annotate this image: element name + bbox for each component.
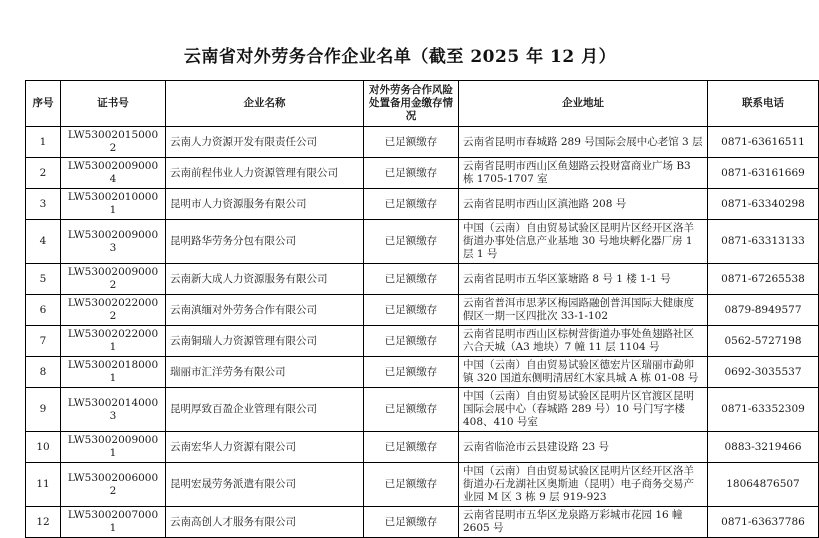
table-row — [26, 295, 819, 326]
col-header-company-name: 企业名称 — [166, 81, 364, 127]
cell-deposit-status: 已足额缴存 — [364, 220, 459, 264]
cell-company-address: 中国（云南）自由贸易试验区昆明片区经开区洛羊街道办事处信息产业基地 30 号地块孵化器厂房 1 层 1 号 — [459, 220, 708, 264]
cell-contact-phone: 0562-5727198 — [708, 326, 819, 357]
cell-company-address: 中国（云南）自由贸易试验区德宏片区瑞丽市勐卯镇 320 国道东侧明清居红木家具城 A 栋 01-08 号 — [459, 357, 708, 388]
cell-certificate-no: LW530020070001 — [61, 507, 166, 538]
cell-certificate-no: LW530020090002 — [61, 264, 166, 295]
cell-company-address: 中国（云南）自由贸易试验区昆明片区经开区洛羊街道办石龙湖社区奥斯迪（昆明）电子商务交易产业园 M 区 3 栋 9 层 919-923 — [459, 463, 708, 507]
cell-certificate-no: LW530020220001 — [61, 326, 166, 357]
cell-deposit-status: 已足额缴存 — [364, 158, 459, 189]
cell-contact-phone: 0871-63313133 — [708, 220, 819, 264]
cell-contact-phone: 0871-63637786 — [708, 507, 819, 538]
cell-company-name: 云南铜瑞人力资源管理有限公司 — [166, 326, 364, 357]
cell-company-name: 瑞丽市汇洋劳务有限公司 — [166, 357, 364, 388]
col-header-deposit-status: 对外劳务合作风险处置备用金缴存情况 — [364, 81, 459, 127]
table-row — [26, 127, 819, 158]
cell-serial-number: 8 — [26, 357, 61, 388]
cell-contact-phone: 0883-3219466 — [708, 432, 819, 463]
cell-company-name: 昆明厚致百盈企业管理有限公司 — [166, 388, 364, 432]
cell-certificate-no: LW530020180001 — [61, 357, 166, 388]
cell-company-address: 云南省昆明市春城路 289 号国际会展中心老馆 3 层 — [459, 127, 708, 158]
cell-contact-phone: 0871-63616511 — [708, 127, 819, 158]
cell-contact-phone: 0871-67265538 — [708, 264, 819, 295]
cell-serial-number: 11 — [26, 463, 61, 507]
cell-serial-number: 10 — [26, 432, 61, 463]
cell-company-address: 云南省昆明市西山区滇池路 208 号 — [459, 189, 708, 220]
cell-company-name: 昆明市人力资源服务有限公司 — [166, 189, 364, 220]
table-row — [26, 158, 819, 189]
cell-contact-phone: 0871-63352309 — [708, 388, 819, 432]
cell-deposit-status: 已足额缴存 — [364, 463, 459, 507]
cell-company-name: 云南高创人才服务有限公司 — [166, 507, 364, 538]
cell-deposit-status: 已足额缴存 — [364, 295, 459, 326]
cell-company-name: 云南新大成人力资源服务有限公司 — [166, 264, 364, 295]
cell-serial-number: 7 — [26, 326, 61, 357]
cell-company-name: 云南前程伟业人力资源管理有限公司 — [166, 158, 364, 189]
cell-deposit-status: 已足额缴存 — [364, 127, 459, 158]
cell-company-address: 云南省昆明市西山区鱼翅路云投财富商业广场 B3 栋 1705-1707 室 — [459, 158, 708, 189]
cell-company-address: 云南省临沧市云县建设路 23 号 — [459, 432, 708, 463]
page-title: 云南省对外劳务合作企业名单（截至 2025 年 12 月） — [183, 47, 617, 67]
cell-contact-phone: 0879-8949577 — [708, 295, 819, 326]
table-row — [26, 463, 819, 507]
cell-company-name: 云南宏华人力资源有限公司 — [166, 432, 364, 463]
table-row — [26, 189, 819, 220]
cell-company-address: 云南省昆明市五华区篆塘路 8 号 1 楼 1-1 号 — [459, 264, 708, 295]
cell-deposit-status: 已足额缴存 — [364, 388, 459, 432]
table-row — [26, 507, 819, 538]
col-header-contact-phone: 联系电话 — [708, 81, 819, 127]
cell-certificate-no: LW530020090004 — [61, 158, 166, 189]
cell-certificate-no: LW530020090001 — [61, 432, 166, 463]
table-row — [26, 326, 819, 357]
cell-serial-number: 9 — [26, 388, 61, 432]
cell-deposit-status: 已足额缴存 — [364, 189, 459, 220]
table-header-row — [26, 81, 819, 127]
cell-serial-number: 1 — [26, 127, 61, 158]
table-row — [26, 432, 819, 463]
cell-company-name: 昆明路华劳务分包有限公司 — [166, 220, 364, 264]
cell-serial-number: 2 — [26, 158, 61, 189]
cell-deposit-status: 已足额缴存 — [364, 432, 459, 463]
col-header-serial-number: 序号 — [26, 81, 61, 127]
cell-company-name: 云南滇缅对外劳务合作有限公司 — [166, 295, 364, 326]
cell-deposit-status: 已足额缴存 — [364, 326, 459, 357]
cell-certificate-no: LW530020140003 — [61, 388, 166, 432]
table-body — [26, 127, 819, 538]
cell-serial-number: 4 — [26, 220, 61, 264]
cell-contact-phone: 0692-3035537 — [708, 357, 819, 388]
cell-company-address: 云南省普洱市思茅区梅园路融创普洱国际大健康度假区一期一区四批次 33-1-102 — [459, 295, 708, 326]
cell-company-name: 昆明宏晟劳务派遣有限公司 — [166, 463, 364, 507]
cell-certificate-no: LW530020150002 — [61, 127, 166, 158]
cell-deposit-status: 已足额缴存 — [364, 507, 459, 538]
cell-serial-number: 6 — [26, 295, 61, 326]
col-header-company-address: 企业地址 — [459, 81, 708, 127]
cell-company-name: 云南人力资源开发有限责任公司 — [166, 127, 364, 158]
cell-contact-phone: 18064876507 — [708, 463, 819, 507]
cell-serial-number: 5 — [26, 264, 61, 295]
cell-company-address: 云南省昆明市五华区龙泉路万彩城市花园 16 幢 2605 号 — [459, 507, 708, 538]
cell-contact-phone: 0871-63340298 — [708, 189, 819, 220]
col-header-certificate-no: 证书号 — [61, 81, 166, 127]
cell-certificate-no: LW530020090003 — [61, 220, 166, 264]
table-row — [26, 388, 819, 432]
cell-certificate-no: LW530020220002 — [61, 295, 166, 326]
cell-serial-number: 3 — [26, 189, 61, 220]
table-row — [26, 357, 819, 388]
cell-company-address: 云南省昆明市西山区棕树营街道办事处鱼翅路社区六合天城（A3 地块）7 幢 11 层 1104 号 — [459, 326, 708, 357]
cell-deposit-status: 已足额缴存 — [364, 357, 459, 388]
cell-serial-number: 12 — [26, 507, 61, 538]
table-row — [26, 220, 819, 264]
cell-contact-phone: 0871-63161669 — [708, 158, 819, 189]
cell-certificate-no: LW530020060002 — [61, 463, 166, 507]
cell-company-address: 中国（云南）自由贸易试验区昆明片区官渡区昆明国际会展中心（春城路 289 号）10 号门写字楼 408、410 号室 — [459, 388, 708, 432]
table-row — [26, 264, 819, 295]
enterprise-roster-table — [25, 80, 819, 538]
cell-certificate-no: LW530020100001 — [61, 189, 166, 220]
cell-deposit-status: 已足额缴存 — [364, 264, 459, 295]
